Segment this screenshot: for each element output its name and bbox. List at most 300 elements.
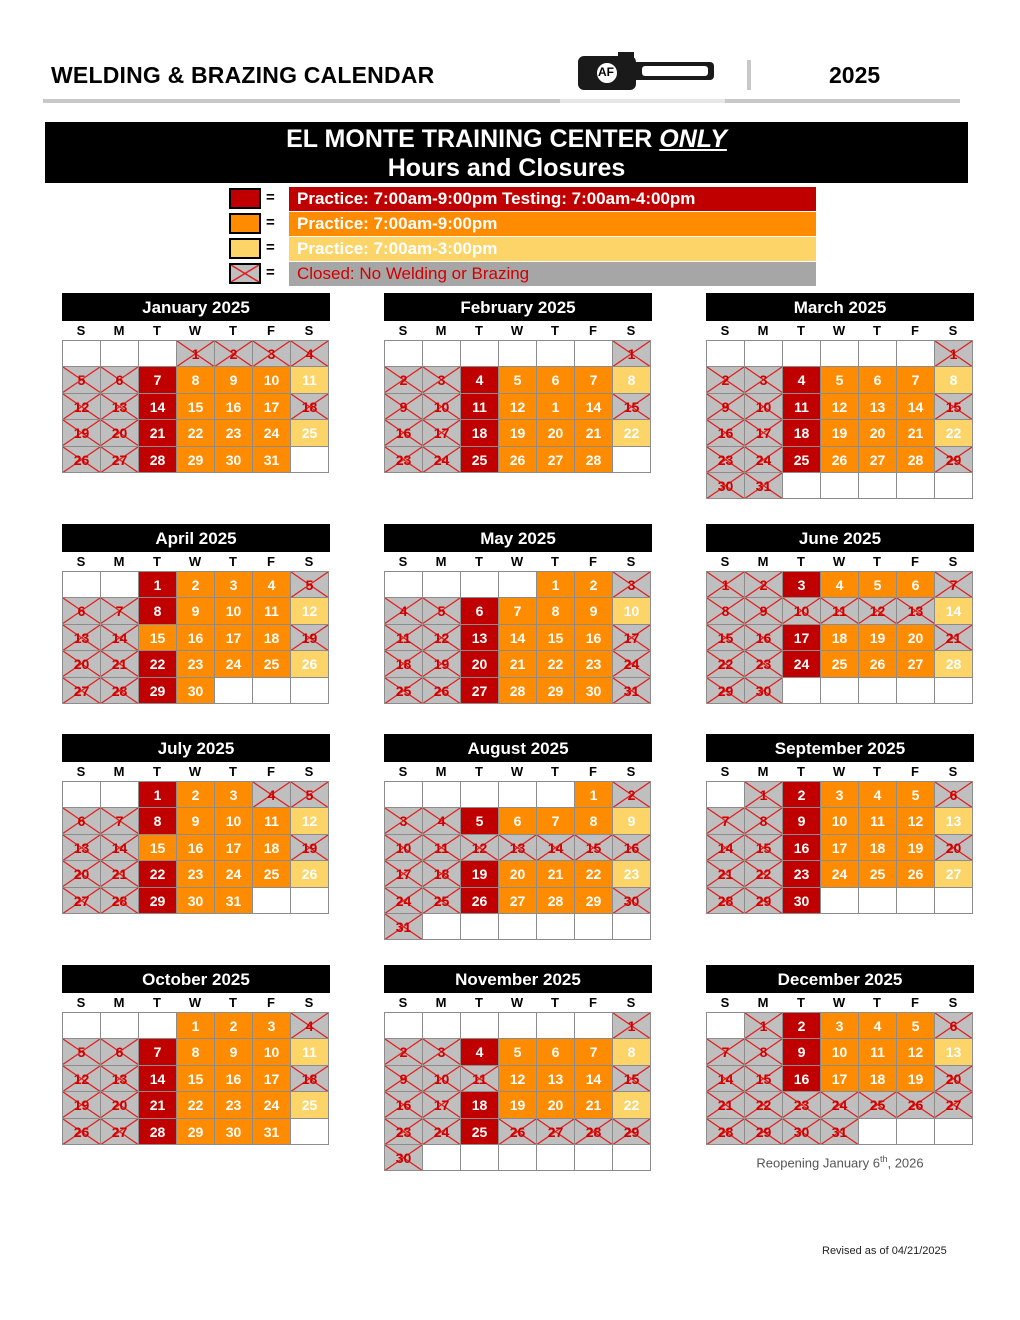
day-number: 9	[191, 603, 200, 620]
day-cell	[821, 1013, 859, 1039]
day-cell-closed	[613, 888, 651, 914]
weekday-header	[384, 321, 652, 340]
day-number: 12	[907, 813, 924, 830]
day-number: 1	[759, 787, 768, 803]
day-number: 1	[721, 577, 730, 593]
day-number: 23	[755, 656, 772, 673]
day-number: 29	[717, 682, 734, 699]
day-grid	[706, 781, 973, 914]
day-number: 16	[793, 839, 810, 856]
day-number: 16	[225, 1070, 242, 1087]
day-number: 9	[797, 813, 806, 830]
day-cell-empty	[537, 1145, 575, 1171]
day-number: 7	[115, 603, 124, 620]
day-cell-closed	[745, 1039, 783, 1065]
day-cell	[537, 598, 575, 624]
day-number: 14	[111, 629, 128, 646]
day-cell-closed	[935, 625, 973, 651]
day-cell-closed	[291, 625, 329, 651]
day-cell	[783, 808, 821, 834]
weekday-header	[384, 762, 652, 781]
weekday-header	[384, 993, 652, 1012]
day-cell-empty	[537, 341, 575, 367]
day-cell-empty	[461, 572, 499, 598]
day-cell-empty	[385, 341, 423, 367]
day-cell	[821, 420, 859, 446]
day-grid	[706, 340, 973, 499]
day-cell	[499, 1092, 537, 1118]
day-cell-closed	[291, 835, 329, 861]
day-cell	[897, 835, 935, 861]
day-cell	[461, 1092, 499, 1118]
day-number: 2	[759, 577, 768, 593]
day-cell	[139, 1092, 177, 1118]
day-number: 8	[627, 1044, 636, 1061]
day-cell-empty	[461, 782, 499, 808]
day-cell-closed	[385, 888, 423, 914]
day-number: 21	[509, 656, 526, 673]
day-number: 24	[793, 656, 810, 673]
day-number: 24	[263, 425, 280, 442]
day-cell	[859, 447, 897, 473]
day-number: 29	[187, 451, 204, 468]
day-cell	[253, 625, 291, 651]
day-cell	[139, 861, 177, 887]
day-number: 8	[153, 603, 162, 620]
day-cell-closed	[385, 678, 423, 704]
day-number: 27	[73, 892, 90, 909]
day-number: 24	[395, 892, 412, 909]
day-cell	[215, 572, 253, 598]
day-cell-closed	[613, 625, 651, 651]
day-number: 23	[717, 451, 734, 468]
day-cell-closed	[935, 394, 973, 420]
day-cell	[461, 394, 499, 420]
day-number: 17	[395, 866, 412, 883]
day-cell	[537, 861, 575, 887]
day-cell	[613, 808, 651, 834]
day-number: 31	[831, 1123, 848, 1140]
day-cell-closed	[745, 394, 783, 420]
weekday-header	[706, 762, 974, 781]
day-cell	[499, 861, 537, 887]
day-cell-closed	[385, 861, 423, 887]
month-title: February 2025	[384, 293, 652, 321]
day-number: 28	[111, 892, 128, 909]
day-cell-closed	[935, 1092, 973, 1118]
day-number: 19	[869, 629, 886, 646]
day-number: 25	[471, 451, 488, 468]
day-cell-closed	[423, 1119, 461, 1145]
weekday-label: S	[398, 764, 408, 779]
day-number: 7	[911, 372, 920, 389]
day-grid	[384, 340, 651, 473]
day-number: 7	[153, 1044, 162, 1061]
day-number: 19	[73, 425, 90, 442]
day-cell-closed	[613, 678, 651, 704]
day-cell-closed	[385, 420, 423, 446]
day-cell	[215, 1013, 253, 1039]
day-cell	[139, 1039, 177, 1065]
weekday-label: T	[551, 323, 559, 338]
weekday-label: W	[510, 554, 524, 569]
month-calendar	[62, 293, 330, 473]
day-cell	[575, 420, 613, 446]
day-number: 21	[717, 1097, 734, 1114]
day-cell	[537, 394, 575, 420]
day-cell-empty	[423, 341, 461, 367]
legend-equals: =	[266, 264, 275, 281]
weekday-label: S	[398, 323, 408, 338]
day-cell-empty	[821, 341, 859, 367]
day-grid	[384, 1012, 651, 1171]
day-cell-empty	[423, 1145, 461, 1171]
day-cell-empty	[935, 678, 973, 704]
day-cell-empty	[291, 678, 329, 704]
day-cell-closed	[745, 835, 783, 861]
banner-title-text: EL MONTE TRAINING CENTER	[286, 125, 660, 153]
day-number: 19	[907, 1070, 924, 1087]
day-number: 16	[225, 398, 242, 415]
day-cell	[935, 598, 973, 624]
weekday-label: T	[873, 323, 881, 338]
day-cell	[859, 861, 897, 887]
day-number: 3	[797, 577, 806, 593]
day-number: 24	[831, 1097, 848, 1114]
day-cell-closed	[423, 394, 461, 420]
day-cell	[499, 808, 537, 834]
day-number: 13	[111, 1070, 128, 1087]
day-cell-empty	[935, 1119, 973, 1145]
day-cell	[897, 1039, 935, 1065]
day-cell-empty	[783, 678, 821, 704]
day-cell	[215, 1039, 253, 1065]
day-cell	[291, 651, 329, 677]
weekday-label: F	[911, 323, 919, 338]
day-cell-empty	[63, 782, 101, 808]
day-number: 27	[547, 451, 564, 468]
day-cell-empty	[613, 1145, 651, 1171]
day-cell	[139, 1066, 177, 1092]
day-cell	[139, 572, 177, 598]
day-cell	[177, 447, 215, 473]
day-cell-closed	[783, 1092, 821, 1118]
day-number: 23	[623, 866, 640, 883]
day-cell-empty	[461, 341, 499, 367]
day-cell	[215, 835, 253, 861]
day-cell	[461, 1119, 499, 1145]
day-number: 10	[433, 398, 450, 415]
day-cell	[575, 447, 613, 473]
day-number: 1	[949, 346, 958, 362]
day-number: 15	[755, 1070, 772, 1087]
day-number: 1	[589, 787, 598, 803]
day-cell	[499, 394, 537, 420]
day-number: 11	[472, 1070, 487, 1087]
day-cell-empty	[423, 914, 461, 940]
month-title: June 2025	[706, 524, 974, 552]
day-cell-closed	[63, 367, 101, 393]
day-cell-closed	[215, 341, 253, 367]
day-number: 18	[793, 425, 810, 442]
day-cell-closed	[101, 861, 139, 887]
day-cell	[177, 1066, 215, 1092]
weekday-header	[384, 552, 652, 571]
day-cell-closed	[423, 678, 461, 704]
day-cell-empty	[897, 341, 935, 367]
day-cell-closed	[613, 341, 651, 367]
day-number: 15	[149, 839, 166, 856]
day-cell	[613, 1039, 651, 1065]
day-cell	[215, 394, 253, 420]
revised-date: Revised as of 04/21/2025	[822, 1245, 947, 1257]
day-cell	[139, 447, 177, 473]
day-number: 6	[873, 372, 882, 389]
day-cell-empty	[745, 341, 783, 367]
day-number: 10	[263, 372, 280, 389]
day-cell	[177, 1013, 215, 1039]
weekday-header	[706, 552, 974, 571]
day-cell	[783, 367, 821, 393]
day-number: 25	[471, 1123, 488, 1140]
day-cell	[177, 782, 215, 808]
weekday-label: W	[510, 764, 524, 779]
day-number: 29	[547, 682, 564, 699]
day-cell-closed	[707, 394, 745, 420]
day-cell	[783, 420, 821, 446]
weekday-header	[62, 321, 330, 340]
day-number: 30	[225, 451, 242, 468]
weekday-label: F	[267, 995, 275, 1010]
day-number: 20	[73, 656, 90, 673]
day-number: 8	[191, 372, 200, 389]
weekday-label: F	[267, 323, 275, 338]
day-cell	[291, 367, 329, 393]
day-cell	[821, 394, 859, 420]
weekday-label: W	[188, 764, 202, 779]
day-cell	[253, 861, 291, 887]
day-cell-closed	[935, 447, 973, 473]
day-number: 5	[835, 372, 844, 389]
day-number: 3	[267, 346, 276, 362]
day-number: 2	[229, 1018, 238, 1034]
logo	[576, 50, 716, 96]
day-cell	[537, 625, 575, 651]
weekday-label: W	[832, 554, 846, 569]
day-cell-closed	[745, 473, 783, 499]
day-cell	[575, 861, 613, 887]
day-number: 17	[263, 398, 280, 415]
day-number: 25	[301, 1097, 318, 1114]
day-cell	[783, 888, 821, 914]
day-number: 17	[225, 629, 242, 646]
day-number: 22	[187, 425, 204, 442]
day-number: 2	[229, 346, 238, 362]
day-cell-closed	[745, 1092, 783, 1118]
day-number: 6	[949, 1018, 958, 1034]
weekday-label: F	[589, 323, 597, 338]
day-cell	[461, 625, 499, 651]
day-number: 29	[149, 892, 166, 909]
day-cell	[215, 598, 253, 624]
day-cell-empty	[707, 782, 745, 808]
day-cell	[461, 861, 499, 887]
day-cell-empty	[423, 572, 461, 598]
weekday-label: F	[911, 995, 919, 1010]
legend-row	[229, 262, 816, 286]
day-number: 10	[225, 603, 242, 620]
day-cell	[215, 367, 253, 393]
day-number: 11	[832, 603, 847, 620]
day-cell-closed	[101, 1066, 139, 1092]
day-cell-closed	[707, 888, 745, 914]
day-cell	[821, 782, 859, 808]
day-cell-closed	[783, 1119, 821, 1145]
day-number: 17	[623, 629, 640, 646]
day-number: 28	[509, 682, 526, 699]
day-cell	[139, 835, 177, 861]
day-cell-closed	[707, 861, 745, 887]
day-cell	[499, 1039, 537, 1065]
day-cell-closed	[385, 1119, 423, 1145]
day-cell-empty	[139, 341, 177, 367]
day-cell-closed	[385, 1092, 423, 1118]
day-number: 8	[721, 603, 730, 620]
day-number: 18	[301, 1070, 318, 1087]
day-cell	[177, 651, 215, 677]
day-number: 31	[395, 918, 412, 935]
day-cell-closed	[63, 861, 101, 887]
day-number: 26	[907, 1097, 924, 1114]
day-number: 15	[547, 629, 564, 646]
legend-row	[229, 212, 816, 236]
logo-text: AF	[598, 65, 614, 79]
weekday-label: W	[832, 323, 846, 338]
weekday-label: S	[626, 995, 636, 1010]
day-number: 4	[267, 577, 276, 593]
day-cell-closed	[63, 1092, 101, 1118]
day-cell-closed	[385, 1066, 423, 1092]
day-cell	[783, 782, 821, 808]
banner-title-emphasis: ONLY	[659, 125, 727, 153]
month-title: May 2025	[384, 524, 652, 552]
month-title: March 2025	[706, 293, 974, 321]
day-cell-closed	[63, 420, 101, 446]
day-cell	[821, 861, 859, 887]
day-cell	[461, 1039, 499, 1065]
day-cell	[177, 598, 215, 624]
day-number: 1	[191, 346, 200, 362]
weekday-label: T	[551, 995, 559, 1010]
day-cell-closed	[253, 341, 291, 367]
document-title: WELDING & BRAZING CALENDAR	[51, 62, 435, 88]
day-number: 26	[509, 1123, 526, 1140]
day-cell	[935, 1039, 973, 1065]
day-number: 25	[263, 656, 280, 673]
day-number: 29	[187, 1123, 204, 1140]
day-number: 18	[471, 1097, 488, 1114]
day-number: 12	[301, 813, 318, 830]
day-cell	[139, 808, 177, 834]
day-number: 20	[945, 839, 962, 856]
day-cell-empty	[499, 782, 537, 808]
day-number: 13	[547, 1070, 564, 1087]
day-number: 12	[831, 398, 848, 415]
day-cell	[215, 1119, 253, 1145]
day-cell-closed	[101, 598, 139, 624]
weekday-label: M	[757, 554, 769, 569]
day-cell	[177, 420, 215, 446]
day-cell	[859, 625, 897, 651]
day-number: 19	[301, 839, 318, 856]
day-number: 25	[869, 1097, 886, 1114]
legend-swatch	[229, 188, 261, 209]
day-number: 15	[945, 398, 962, 415]
day-number: 5	[513, 372, 522, 389]
day-cell	[575, 782, 613, 808]
weekday-label: S	[304, 764, 314, 779]
day-cell	[783, 1039, 821, 1065]
day-cell-closed	[385, 598, 423, 624]
day-cell-closed	[707, 367, 745, 393]
day-number: 20	[907, 629, 924, 646]
day-cell-closed	[745, 861, 783, 887]
legend-swatch	[229, 238, 261, 259]
weekday-label: F	[589, 764, 597, 779]
day-cell	[575, 367, 613, 393]
weekday-label: T	[873, 764, 881, 779]
weekday-label: T	[153, 995, 161, 1010]
day-number: 14	[585, 1070, 602, 1087]
day-number: 17	[755, 425, 772, 442]
day-number: 7	[589, 372, 598, 389]
weekday-label: T	[229, 995, 237, 1010]
day-number: 9	[797, 1044, 806, 1061]
day-cell	[139, 367, 177, 393]
day-number: 3	[267, 1018, 276, 1034]
day-cell	[253, 1013, 291, 1039]
day-number: 28	[907, 451, 924, 468]
day-cell-closed	[537, 1119, 575, 1145]
day-number: 11	[794, 398, 809, 415]
day-cell-closed	[63, 678, 101, 704]
day-cell-empty	[613, 914, 651, 940]
header-rule-light	[560, 99, 725, 103]
day-cell-closed	[63, 1119, 101, 1145]
day-cell	[177, 808, 215, 834]
day-cell	[499, 625, 537, 651]
day-cell	[215, 1066, 253, 1092]
day-number: 8	[759, 813, 768, 830]
day-number: 25	[831, 656, 848, 673]
day-cell	[537, 808, 575, 834]
day-cell-closed	[935, 835, 973, 861]
day-cell-empty	[707, 1013, 745, 1039]
day-cell	[177, 1039, 215, 1065]
day-number: 5	[911, 1018, 920, 1034]
day-cell-empty	[859, 888, 897, 914]
day-number: 20	[471, 656, 488, 673]
day-number: 9	[399, 1070, 408, 1087]
day-cell-closed	[101, 678, 139, 704]
day-cell-closed	[499, 1119, 537, 1145]
legend-label: Practice: 7:00am-9:00pm Testing: 7:00am-4:00pm	[289, 187, 816, 211]
day-cell	[291, 861, 329, 887]
month-title: August 2025	[384, 734, 652, 762]
day-cell-closed	[745, 420, 783, 446]
day-number: 14	[945, 603, 962, 620]
day-number: 6	[911, 577, 920, 593]
